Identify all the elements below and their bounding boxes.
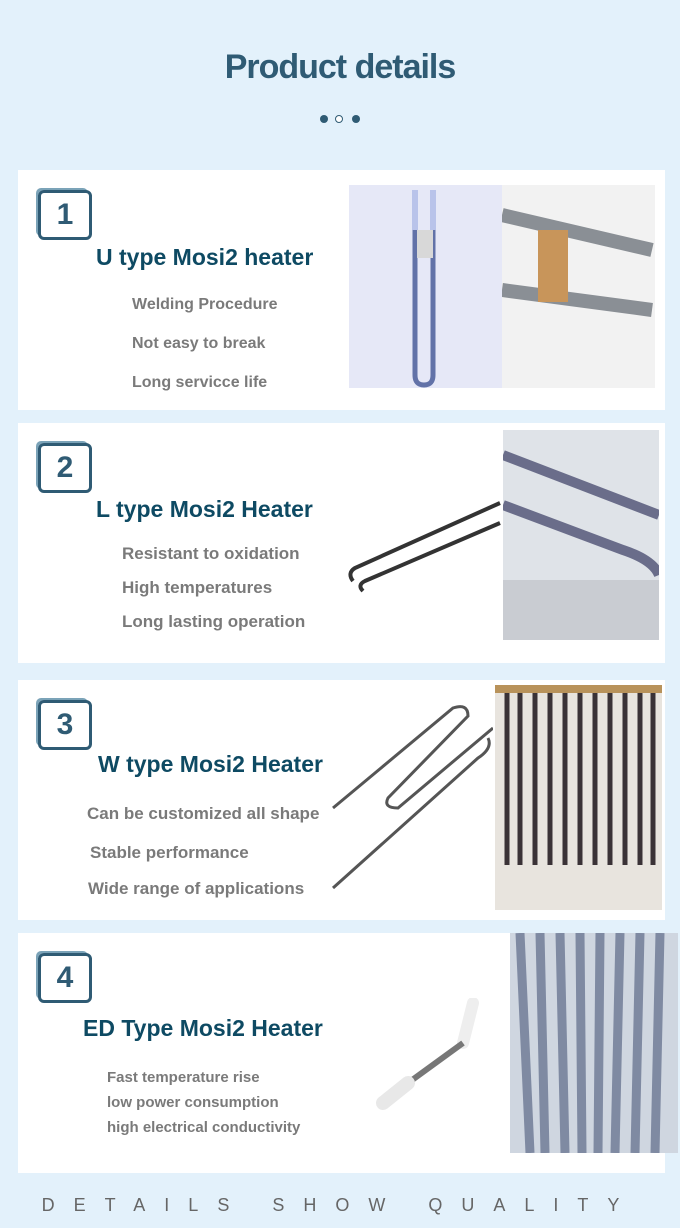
product-card-w-type bbox=[18, 680, 665, 920]
feature: high electrical conductivity bbox=[107, 1119, 301, 1136]
u-heater-photo bbox=[502, 185, 655, 388]
l-heater-image bbox=[345, 493, 505, 593]
product-card-ed-type bbox=[18, 933, 665, 1173]
carousel-dot bbox=[320, 115, 328, 123]
feature: Welding Procedure bbox=[132, 296, 278, 313]
w-heater-photo bbox=[495, 685, 662, 910]
product-title: W type Mosi2 Heater bbox=[98, 751, 323, 777]
w-heater-image bbox=[328, 698, 493, 898]
carousel-dot bbox=[335, 115, 343, 123]
product-card-u-type bbox=[18, 170, 665, 410]
footer-tagline: DETAILS SHOW QUALITY bbox=[41, 1195, 639, 1215]
number-badge: 4 bbox=[38, 953, 92, 1003]
feature: Wide range of applications bbox=[88, 879, 305, 898]
ed-heater-photo bbox=[510, 933, 678, 1153]
feature: Long lasting operation bbox=[122, 612, 306, 631]
product-title: U type Mosi2 heater bbox=[96, 244, 314, 270]
ed-heater-image bbox=[368, 998, 488, 1113]
feature: Resistant to oxidation bbox=[122, 544, 300, 563]
feature: High temperatures bbox=[122, 578, 273, 597]
product-title: ED Type Mosi2 Heater bbox=[83, 1015, 323, 1041]
l-heater-photo bbox=[503, 430, 659, 640]
feature: Stable performance bbox=[90, 843, 249, 862]
feature: Fast temperature rise bbox=[107, 1069, 260, 1086]
number-badge: 2 bbox=[38, 443, 92, 493]
feature: Can be customized all shape bbox=[87, 804, 320, 823]
number-badge: 1 bbox=[38, 190, 92, 240]
product-card-l-type bbox=[18, 423, 665, 663]
feature: Long servicce life bbox=[132, 374, 268, 391]
u-heater-image bbox=[349, 185, 502, 388]
feature: low power consumption bbox=[107, 1094, 279, 1111]
number-badge: 3 bbox=[38, 700, 92, 750]
product-title: L type Mosi2 Heater bbox=[96, 496, 313, 522]
carousel-dot bbox=[352, 115, 360, 123]
feature: Not easy to break bbox=[132, 335, 266, 352]
page-title: Product details bbox=[224, 48, 456, 86]
